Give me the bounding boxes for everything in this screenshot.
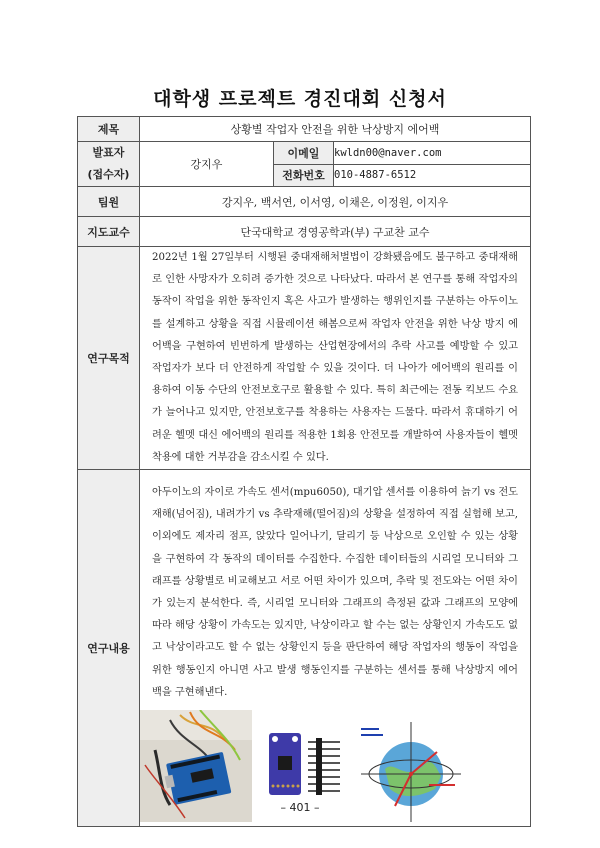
phone-label: 전화번호	[274, 164, 334, 187]
application-form	[77, 116, 531, 827]
page-number: – 401 –	[280, 801, 320, 814]
advisor-label: 지도교수	[78, 217, 140, 247]
content-cell	[140, 470, 531, 827]
advisor-value: 단국대학교 경영공학과(부) 구교찬 교수	[140, 217, 531, 247]
subject-label: 제목	[78, 117, 140, 142]
team-value: 강지우, 백서연, 이서영, 이채은, 이정원, 이지우	[140, 187, 531, 217]
content-label: 연구내용	[78, 470, 140, 827]
phone-value: 010-4887-6512	[334, 164, 531, 187]
purpose-cell	[140, 247, 531, 470]
email-value: kwldn00@naver.com	[334, 142, 531, 165]
presenter-label-line2: (접수자)	[87, 168, 130, 181]
purpose-text: 2022년 1월 27일부터 시행된 중대재해처벌법이 강화됐음에도 불구하고 중대재해로 인한 사망자가 오히려 증가한 것으로 나타났다. 따라서 본 연구를 통해 작업자의 동작이 작업을 위한 동작인지 혹은 사고가 발생하는 행위인지를 구분하는 아두이노를 설계하고 상황을 직접 시뮬레이션 해봄으로써 작업자 안전을 위한 낙상 방지 에어백을 구현하여 빈번하게 발생하는 산업현장에서의 추락 사고를 예방할 수 있고 작업자가 보다 더 안전하게 작업할 수 있을 것이다. 더 나아가 에어백의 원리를 이용하여 이동 수단의 안전보호구로 활용할 수 있다. 특히 최근에는 전동 킥보드 수요가 늘어나고 있지만, 안전보호구를 착용하는 사용자는 드물다. 따라서 휴대하기 어려운 헬멧 대신 에어백의 원리를 적용한 1회용 안전모를 개발하여 사용자들이 헬멧 착용에 대한 거부감을 감소시킬 수 있다.	[152, 252, 519, 463]
team-label: 팀원	[78, 187, 140, 217]
purpose-label: 연구목적	[78, 247, 140, 470]
presenter-label	[78, 142, 140, 187]
email-label: 이메일	[274, 142, 334, 165]
subject-value: 상황별 작업자 안전을 위한 낙상방지 에어백	[140, 117, 531, 142]
document-title: 대학생 프로젝트 경진대회 신청서	[153, 88, 447, 110]
sensor-module-image	[264, 728, 344, 804]
presenter-label-line1: 발표자	[92, 146, 125, 159]
content-text: 아두이노의 자이로 가속도 센서(mpu6050), 대기압 센서를 이용하여 늙기 vs 전도 재해(넘어짐), 내려가기 vs 추락재해(떨어짐)의 상황을 설정하여 직접 실험해 보고, 이외에도 제자리 점프, 앉았다 일어나기, 달리기 등 낙상으로 오인할 수 있는 상황을 구현하여 각 동작의 데이터를 수집한다. 수집한 데이터들의 시리얼 모니터와 그래프를 상황별로 비교해보고 서로 어떤 차이가 있으며, 추락 및 전도와는 어떤 차이가 있는지 분석한다. 즉, 시리얼 모니터와 그래프의 측정된 값과 그래프의 모양에 따라 해당 상황이 가속도는 있지만, 낙상이라고 할 수는 없는 상황인지 가속도도 없고 낙상이라고도 할 수 없는 상황인지 등을 판단하여 해당 작업자의 행동이 작업을 위한 행동인지 아니면 사고 발생 행동인지를 구분하는 센서를 통해 낙상방지 에어백을 구현해낸다.	[152, 487, 519, 698]
presenter-value: 강지우	[140, 142, 274, 187]
